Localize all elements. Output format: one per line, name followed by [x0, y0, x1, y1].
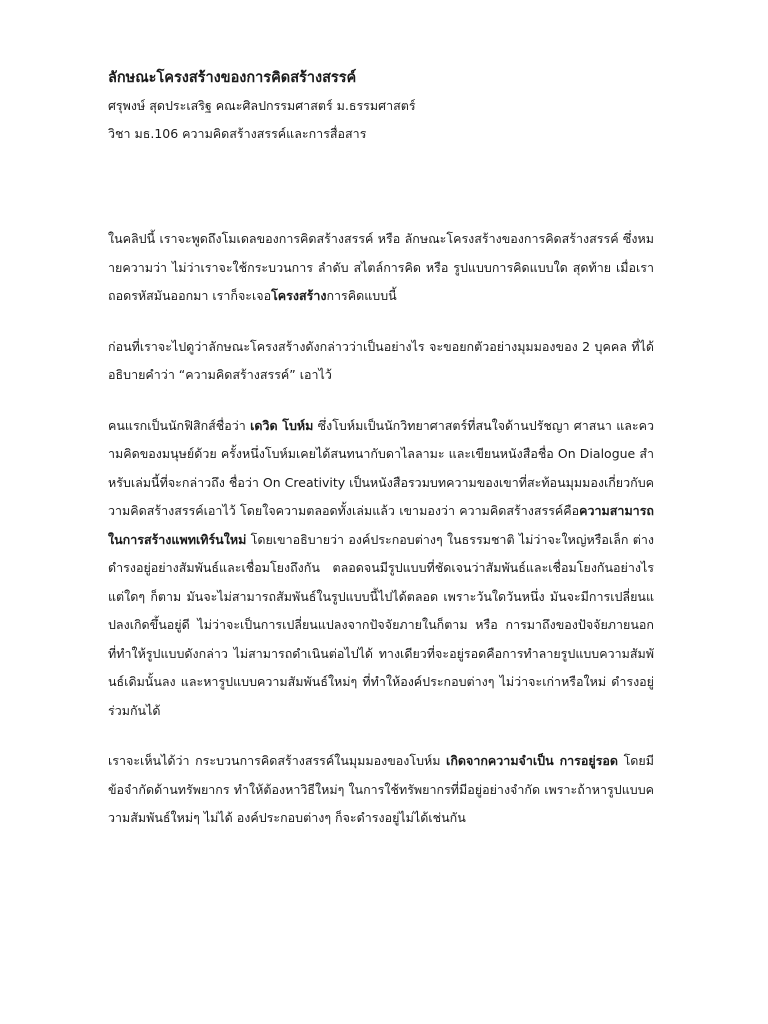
paragraph-4-bold-1: เกิดจากความจำเป็น การอยู่รอด — [446, 753, 619, 768]
document-title: ลักษณะโครงสร้างของการคิดสร้างสรรค์ — [108, 70, 357, 86]
paragraph-4-text-1: เราจะเห็นได้ว่า กระบวนการคิดสร้างสรรค์ในมุมมองของโบห์ม — [108, 753, 447, 768]
spacer — [108, 390, 654, 412]
spacer — [108, 311, 654, 333]
paragraph-4-text-2: โดยมีข้อจำกัดด้านทรัพยากร ทำให้ต้องหาวิธีใหม่ๆ ในการใช้ทรัพยากรที่มีอยู่อย่างจำกัด เพราะถ้าหารูปแบบความสัมพันธ์ใหม่ๆ ไม่ได้ องค์ประกอบต่างๆ ก็จะดำรงอยู่ไม่ได้เช่นกัน — [108, 753, 654, 825]
paragraph-4 — [108, 747, 654, 833]
spacer — [108, 148, 654, 225]
paragraph-1-text-1: ในคลิปนี้ เราจะพูดถึงโมเดลของการคิดสร้างสรรค์ หรือ ลักษณะโครงสร้างของการคิดสร้างสรรค์ ซึ่งหมายความว่า ไม่ว่าเราจะใช้กระบวนการ ลำดับ สไตล์การคิด หรือ รูปแบบการคิดแบบใด สุดท้าย เมื่อเราถอดรหัสมันออกมา เราก็จะเจอ — [108, 231, 654, 303]
spacer — [108, 725, 654, 747]
paragraph-3-text-3: โดยเขาอธิบายว่า องค์ประกอบต่างๆ ในธรรมชาติ ไม่ว่าจะใหญ่หรือเล็ก ต่างดำรงอยู่อย่างสัมพันธ์และเชื่อมโยงถึงกัน ตลอดจนมีรูปแบบที่ชัดเจนว่าสัมพันธ์และเชื่อมโยงกันอย่างไร แต่ใดๆ ก็ตาม มันจะไม่สามารถสัมพันธ์ในรูปแบบนี้ไปได้ตลอด เพราะวันใดวันหนึ่ง มันจะมีการเปลี่ยนแปลงเกิดขึ้นอยู่ดี ไม่ว่าจะเป็นการเปลี่ยนแปลงจากปัจจัยภายในก็ตาม หรือ การมาถึงของปัจจัยภายนอก ที่ทำให้รูปแบบดังกล่าว ไม่สามารถดำเนินต่อไปได้ ทางเดียวที่จะอยู่รอดคือการทำลายรูปแบบความสัมพันธ์เดิมนั้นลง และหารูปแบบความสัมพันธ์ใหม่ๆ ที่ทำให้องค์ประกอบต่างๆ ไม่ว่าจะเก่าหรือใหม่ ดำรงอยู่ร่วมกันได้ — [108, 531, 654, 718]
document-page — [108, 64, 654, 833]
paragraph-3-bold-2: ความสามารถในการสร้างแพทเทิร์นใหม่ — [108, 503, 654, 547]
paragraph-3 — [108, 412, 654, 726]
paragraph-1-bold-1: โครงสร้าง — [271, 288, 327, 303]
paragraph-1-text-2: การคิดแบบนี้ — [326, 288, 397, 303]
paragraph-1 — [108, 225, 654, 311]
course-line: วิชา มธ.106 ความคิดสร้างสรรค์และการสื่อสาร — [108, 126, 367, 141]
paragraph-3-bold-1: เดวิด โบห์ม — [250, 417, 314, 433]
paragraph-3-text-2: ซึ่งโบห์มเป็นนักวิทยาศาสตร์ที่สนใจด้านปรัชญา ศาสนา และความคิดของมนุษย์ด้วย ครั้งหนึ่งโบห์มเคยได้สนทนากับดาไลลามะ และเขียนหนังสือชื่อ On Dialogue สำหรับเล่มนี้ที่จะกล่าวถึง ชื่อว่า On Creativity เป็นหนังสือรวมบทความของเขาที่สะท้อนมุมมองเกี่ยวกับความคิดสร้างสรรค์เอาไว้ โดยใจความตลอดทั้งเล่มแล้ว เขามองว่า ความคิดสร้างสรรค์คือ — [108, 417, 655, 518]
author-line: ศรุพงษ์ สุดประเสริฐ คณะศิลปกรรมศาสตร์ ม.ธรรมศาสตร์ — [108, 98, 416, 113]
paragraph-3-text-1: คนแรกเป็นนักฟิสิกส์ชื่อว่า — [108, 417, 251, 433]
paragraph-2-text-1: ก่อนที่เราจะไปดูว่าลักษณะโครงสร้างดังกล่าวว่าเป็นอย่างไร จะขอยกตัวอย่างมุมมองของ 2 บุคคล ที่ได้อธิบายคำว่า “ความคิดสร้างสรรค์” เอาไว้ — [108, 338, 654, 382]
paragraph-2 — [108, 333, 654, 390]
